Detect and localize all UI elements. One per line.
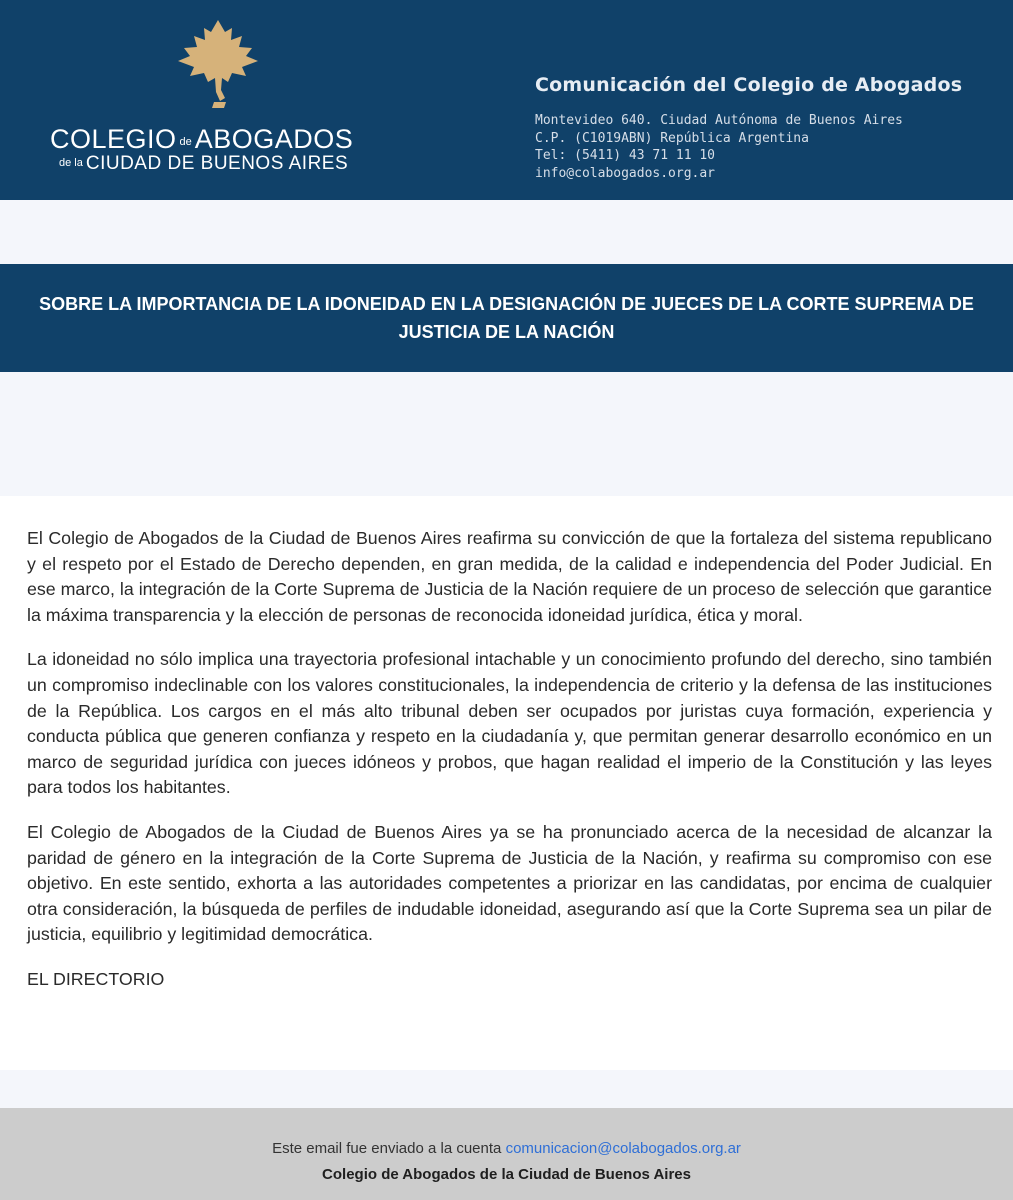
- footer-sent-to: [0, 1140, 1013, 1157]
- footer-sent-to-label: Este email fue enviado a la cuenta: [272, 1140, 502, 1157]
- footer-account-email-link[interactable]: comunicacion@colabogados.org.ar: [505, 1140, 741, 1157]
- email-footer: [0, 1108, 1013, 1200]
- logo-wordmark-line2: de la CIUDAD DE BUENOS AIRES: [59, 153, 349, 174]
- logo-wordmark-line1: COLEGIO de ABOGADOS: [50, 124, 354, 154]
- email-header: [0, 0, 1013, 200]
- article-title-band: [0, 264, 1013, 372]
- contact-info: [535, 112, 903, 182]
- article-paragraph: El Colegio de Abogados de la Ciudad de Buenos Aires ya se ha pronunciado acerca de la necesidad de alcanzar la paridad de género en la integración de la Corte Suprema de Justicia de la Nación, y reafirma su compromiso con ese objetivo. En este sentido, exhorta a las autoridades competentes a priorizar en las candidatas, por encima de cualquier otra consideración, la búsqueda de perfiles de indudable idoneidad, asegurando así que la Corte Suprema sea un pilar de justicia, equilibrio y legitimidad democrática.: [27, 821, 992, 945]
- contact-postal: C.P. (C1019ABN) República Argentina: [535, 130, 809, 146]
- spacer: [0, 200, 1013, 264]
- maple-leaf-logo-icon: [176, 18, 260, 110]
- contact-email-link[interactable]: info@colabogados.org.ar: [535, 165, 716, 181]
- article-text: [27, 526, 992, 1012]
- footer-organization: Colegio de Abogados de la Ciudad de Buenos Aires: [322, 1166, 691, 1183]
- article-paragraph: La idoneidad no sólo implica una trayectoria profesional intachable y un conocimiento profundo del derecho, sino también un compromiso indeclinable con los valores constitucionales, la independencia de criterio y la defensa de las instituciones de la República. Los cargos en el más alto tribunal deben ser ocupados por juristas cuya formación, experiencia y conducta pública que generen confianza y respeto en la ciudadanía y, que permitan generar desarrollo económico en un marco de seguridad jurídica con jueces idóneos y probos, que hagan realidad el imperio de la Constitución y las leyes para todos los habitantes.: [27, 649, 992, 798]
- spacer: [0, 372, 1013, 496]
- contact-phone: Tel: (5411) 43 71 11 10: [535, 148, 716, 163]
- article-title: SOBRE LA IMPORTANCIA DE LA IDONEIDAD EN LA DESIGNACIÓN DE JUECES DE LA CORTE SUPREMA DE JUSTICIA DE LA NACIÓN: [39, 294, 974, 342]
- article-body: [0, 496, 1013, 1070]
- header-title: Comunicación del Colegio de Abogados: [535, 74, 963, 96]
- contact-address: Montevideo 640. Ciudad Autónoma de Buenos Aires: [535, 113, 903, 128]
- spacer: [0, 1070, 1013, 1108]
- article-signature: EL DIRECTORIO: [27, 968, 165, 989]
- article-paragraph: El Colegio de Abogados de la Ciudad de Buenos Aires reafirma su convicción de que la fortaleza del sistema republicano y el respeto por el Estado de Derecho dependen, en gran medida, de la calidad e independencia del Poder Judicial. En ese marco, la integración de la Corte Suprema de Justicia de la Nación requiere de un proceso de selección que garantice la máxima transparencia y la elección de personas de reconocida idoneidad jurídica, ética y moral.: [27, 528, 992, 625]
